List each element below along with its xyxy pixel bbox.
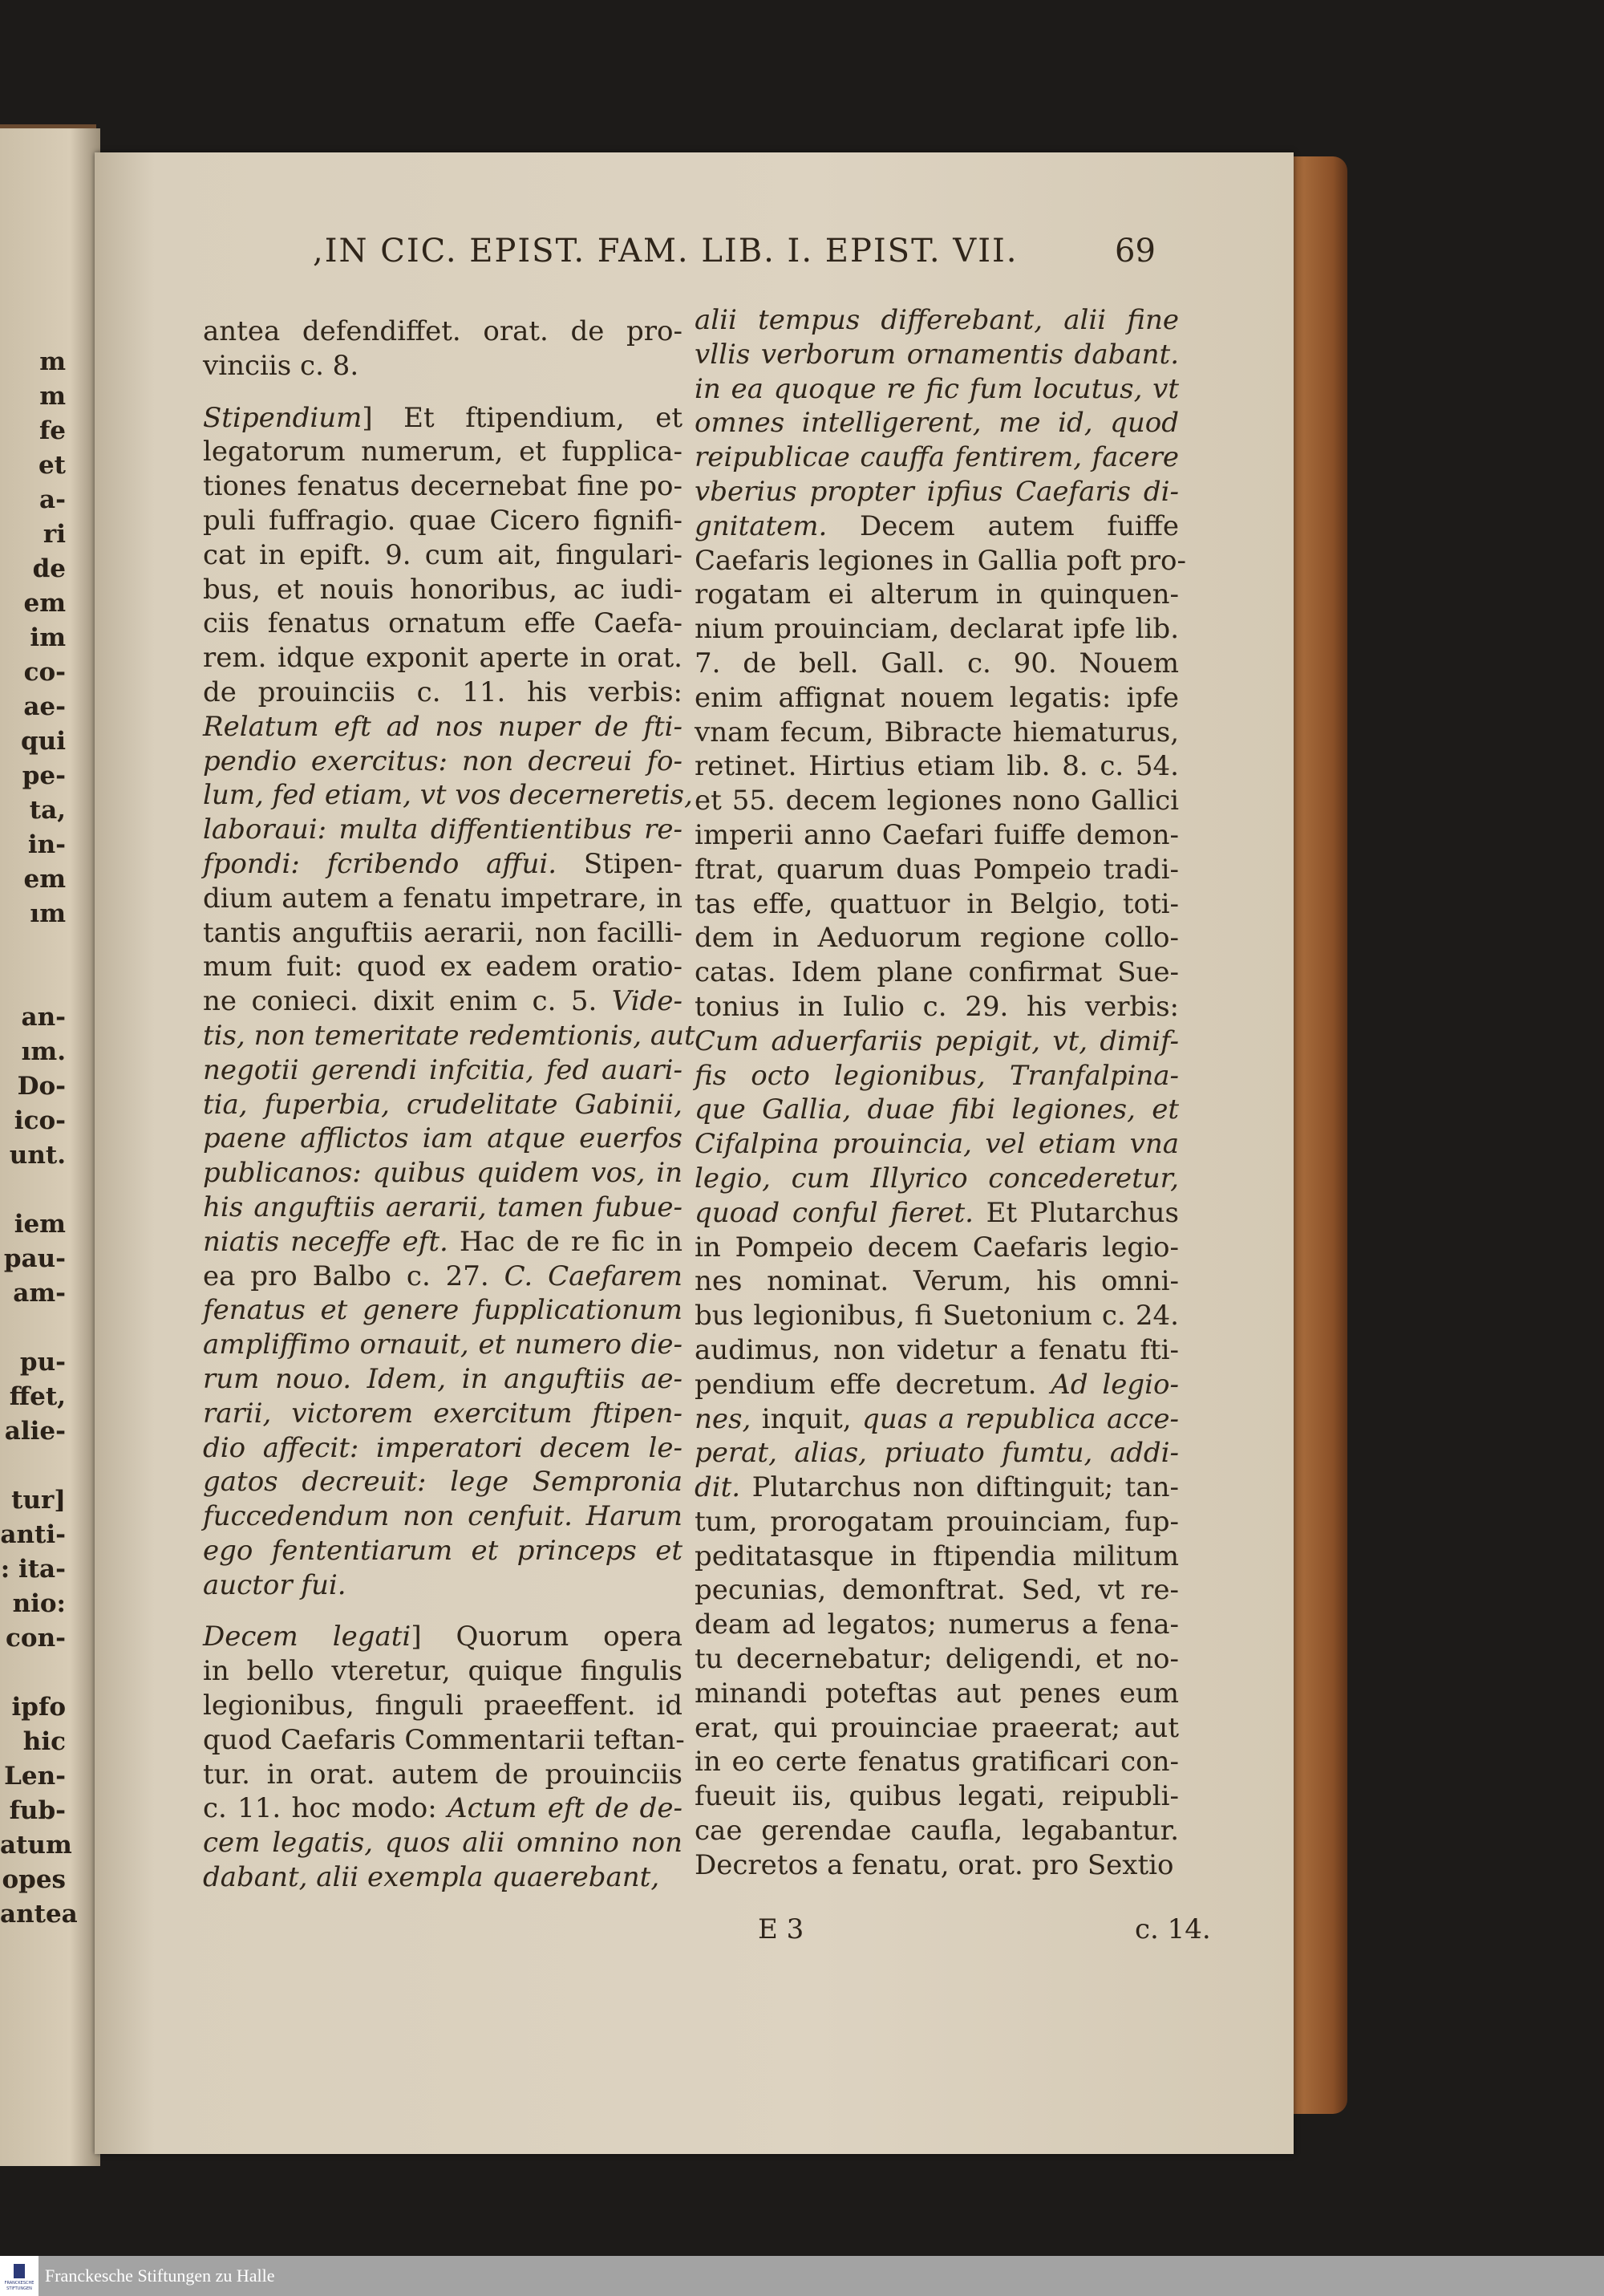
text-line [695,1093,1179,1127]
italic-segment: niatis neceffe eft. [203,1225,448,1258]
text-line [203,1191,683,1225]
italic-segment: fpondi: fcribendo affui. [203,847,557,880]
fragment-line: ım. [21,1037,66,1066]
text-line [203,1723,683,1758]
text-line [695,1814,1179,1848]
text-line [695,1745,1179,1779]
logo-figure-icon [14,2264,25,2278]
text-line [695,509,1179,544]
roman-segment: pendium effe decretum. [695,1368,1051,1401]
text-line [203,641,683,675]
text-line [695,1196,1179,1231]
roman-segment: mum fuit: quod ex eadem oratio- [203,951,683,984]
fragment-line: tur] [11,1486,66,1515]
text-line [695,1539,1179,1574]
fragment-line [0,1656,66,1690]
text-line [695,1505,1179,1539]
italic-segment: dit. [695,1471,741,1504]
roman-segment: tiones fenatus decernebat fine po- [203,470,683,503]
italic-segment: paene afflictos iam atque euerfos [203,1122,683,1155]
italic-segment: Stipendium [203,401,363,434]
roman-segment: ea pro Balbo c. 27. [203,1260,504,1292]
fragment-line: an- [21,1003,66,1032]
italic-segment: rarii, victorem exercitum ftipen- [203,1397,683,1430]
text-line [695,1436,1179,1470]
text-line [203,606,683,641]
text-line [695,578,1179,612]
roman-segment: et 55. decem legiones nono Gallici [695,785,1179,817]
italic-segment: Actum eft de de- [448,1792,683,1825]
italic-segment: tia, fuperbia, crudelitate Gabinii, [203,1088,683,1121]
roman-segment: pecunias, demonftrat. Sed, vt re- [695,1574,1179,1607]
italic-segment: gatos decreuit: lege Sempronia [203,1466,683,1499]
text-line [203,1328,683,1362]
roman-segment: rogatam ei alterum in quinquen- [695,578,1179,611]
left-text-column [203,314,695,1895]
fragment-line [0,1173,66,1207]
fragment-line: et [38,451,66,480]
catchword: c. 14. [1135,1913,1211,1945]
institution-name[interactable]: Franckesche Stiftungen zu Halle [45,2266,275,2286]
text-line [203,1431,683,1466]
text-line [203,1397,683,1431]
roman-segment: Decem autem fuiffe [827,509,1179,542]
roman-segment: cae gerendae caufla, legabantur. [695,1815,1179,1848]
text-line [203,1019,695,1053]
fragment-line: in- [27,830,66,859]
text-line [695,475,1179,509]
fragment-line: fub- [9,1796,66,1825]
roman-segment: rem. idque exponit aperte in orat. [203,642,683,675]
roman-segment: nium prouinciam, declarat ipfe lib. [695,613,1179,646]
text-line [203,314,683,349]
text-line [695,1162,1179,1196]
text-line [203,1568,683,1603]
roman-segment: legionibus, finguli praeeffent. id [203,1690,683,1722]
fragment-line: anti- [0,1520,66,1549]
text-line [203,744,683,779]
roman-segment: Hac de re fic in [448,1225,683,1258]
roman-segment: deam ad legatos; numerus a fena- [695,1608,1179,1641]
text-line [203,984,683,1019]
text-line [203,435,683,469]
text-line [203,1156,683,1191]
text-line [203,813,683,847]
text-line [695,955,1179,990]
roman-segment: ciis fenatus ornatum effe Caefa- [203,607,683,640]
roman-segment: antea defendiffet. orat. de pro- [203,315,683,347]
roman-segment: tur. in orat. autem de prouinciis [203,1758,683,1791]
fragment-line: con- [6,1624,66,1653]
text-line [203,1225,683,1260]
italic-segment: perat, alias, priuato fumtu, addi- [695,1437,1179,1470]
fragment-line: co- [23,658,66,687]
italic-segment: fuccedendum non cenfuit. Harum [203,1500,683,1533]
roman-segment: retinet. Hirtius etiam lib. 8. c. 54. [695,750,1179,783]
signature-mark: E 3 [758,1913,804,1945]
italic-segment: Decem legati [203,1621,411,1653]
fragment-line: am- [13,1279,66,1308]
roman-segment: tum, prorogatam prouinciam, fup- [695,1505,1179,1538]
roman-segment: cat in epift. 9. cum ait, fingulari- [203,538,683,571]
fragment-line: fe [38,416,66,445]
italic-segment: Relatum eft ad nos nuper de fti- [203,710,683,743]
italic-segment: laboraui: multa diffentientibus re- [203,813,683,846]
roman-segment: peditatasque in ftipendia militum [695,1539,1179,1572]
text-line [203,504,683,538]
text-line [695,1642,1179,1677]
roman-segment: tantis anguftiis aerarii, non facilli- [203,916,683,949]
italic-segment: alii tempus differebant, alii fine [695,304,1179,336]
text-line [203,1053,683,1088]
text-line [695,1127,1179,1162]
roman-segment: fueuit iis, quibus legati, reipubli- [695,1780,1179,1813]
text-line [695,544,1186,578]
text-line [203,1860,683,1895]
roman-segment: quod Caefaris Commentarii teftan- [203,1723,685,1756]
italic-segment: dio affecit: imperatori decem le- [203,1431,683,1464]
fragment-line: Len- [4,1762,66,1791]
text-line [695,1299,1179,1333]
italic-segment: dabant, alii exempla quaerebant, [203,1861,660,1894]
roman-segment: tonius in Iulio c. 29. his verbis: [695,990,1179,1023]
text-line [695,612,1179,647]
text-line [203,950,683,984]
italic-segment: Cum aduerfariis pepigit, vt, dimif- [695,1024,1179,1057]
roman-segment: Plutarchus non diftinguit; tan- [740,1471,1179,1504]
text-line [695,1573,1179,1608]
roman-segment: bus, et nouis honoribus, ac iudi- [203,573,683,606]
fragment-line: ico- [14,1106,66,1135]
text-line [203,401,683,436]
text-line [695,749,1179,784]
roman-segment: vnam fecum, Bibracte hiematurus, [695,716,1179,748]
italic-segment: rum nouo. Idem, in anguftiis ae- [203,1362,683,1395]
fragment-line: im [30,623,66,652]
italic-segment: Ad legio- [1051,1368,1179,1401]
fragment-line: pu- [19,1348,66,1377]
roman-segment: 7. de bell. Gall. c. 90. Nouem [695,647,1179,679]
text-line [695,716,1179,750]
institution-logo[interactable] [0,2256,38,2296]
text-line [695,1368,1179,1402]
fragment-line: : ita- [0,1555,66,1584]
text-line [203,573,683,607]
text-line [695,440,1179,475]
italic-segment: quoad conful fieret. [695,1196,974,1229]
text-line [203,1362,683,1397]
fragment-line: m [39,382,66,411]
text-line [695,887,1179,922]
roman-segment: in eo certe fenatus gratificari con- [695,1746,1179,1779]
fragment-line: ım [30,899,66,928]
italic-segment: omnes intelligerent, me id, quod [695,407,1179,440]
italic-segment: que Gallia, duae fibi legiones, et [695,1093,1179,1126]
running-title: ,IN CIC. EPIST. FAM. LIB. I. EPIST. VII. [313,233,1019,270]
text-line [203,349,683,383]
italic-segment: ego fententiarum et princeps et [203,1534,683,1567]
italic-segment: fis octo legionibus, Tranfalpina- [695,1059,1179,1092]
fragment-line: pe- [22,761,66,790]
roman-segment: Stipen- [557,847,683,880]
italic-segment: tis, non temeritate redemtionis, aut [203,1019,695,1052]
fragment-line [0,1311,66,1345]
roman-segment: dem in Aeduorum regione collo- [695,922,1179,955]
text-line [695,1779,1179,1814]
italic-segment: vllis verborum ornamentis dabant. [695,338,1179,371]
roman-segment: bus legionibus, fi Suetonium c. 24. [695,1300,1179,1333]
text-line [203,778,693,813]
text-line [203,1654,683,1689]
roman-segment: minandi poteftas aut penes eum [695,1677,1179,1710]
text-line [203,882,683,916]
text-line [203,1534,683,1568]
fragment-line: em [23,589,66,618]
fragment-line: qui [21,727,66,756]
text-line [695,1264,1179,1299]
text-line [695,853,1179,887]
text-line [695,1402,1179,1437]
italic-segment: nes, [695,1402,751,1435]
roman-segment: Decretos a fenatu, orat. pro Sextio [695,1848,1174,1881]
text-line [695,990,1179,1024]
text-line [203,1122,683,1156]
roman-segment: audimus, non videtur a fenatu fti- [695,1333,1179,1366]
roman-segment: puli fuffragio. quae Cicero fignifi- [203,504,683,537]
text-line [695,303,1179,338]
italic-segment: auctor fui. [203,1568,346,1601]
text-line [203,916,683,951]
text-line [695,784,1179,818]
text-line [203,710,683,744]
text-line [203,1499,683,1534]
roman-segment: in bello vteretur, quique fingulis [203,1655,683,1688]
text-line [695,921,1179,955]
roman-segment: nes nominat. Verum, his omni- [695,1265,1179,1298]
italic-segment: fenatus et genere fupplicationum [203,1294,683,1327]
fragment-line: de [32,554,66,583]
paragraph-gap [203,1602,683,1620]
fragment-line [0,1449,66,1483]
text-line [695,406,1179,440]
roman-segment: ftrat, quarum duas Pompeio tradi- [695,853,1179,886]
fragment-line [0,931,66,966]
roman-segment: enim affignat nouem legatis: ipfe [695,681,1179,714]
fragment-line: ta, [29,796,66,825]
fragment-line: pau- [3,1244,66,1273]
roman-segment: erat, qui prouinciae praeerat; aut [695,1711,1179,1744]
text-line [695,1024,1179,1059]
italic-segment: his anguftiis aerarii, tamen fubue- [203,1191,683,1223]
roman-segment: catas. Idem plane confirmat Sue- [695,956,1179,989]
text-line [695,1608,1179,1642]
left-page-text-fragments [0,345,78,1932]
text-line [203,1088,683,1122]
roman-segment: Et Plutarchus [973,1196,1179,1229]
fragment-line [0,966,66,1000]
roman-segment: de prouinciis c. 11. his verbis: [203,675,683,708]
roman-segment: dium autem a fenatu impetrare, in [203,882,683,915]
fragment-line: nio: [12,1589,66,1618]
fragment-line: antea [0,1900,78,1929]
text-line [695,1848,1179,1883]
fragment-line: atum [0,1831,72,1860]
text-line [203,469,683,504]
fragment-line: hic [22,1727,66,1756]
text-line [695,1470,1179,1505]
fragment-line: alie- [4,1417,66,1446]
roman-segment: ne conieci. dixit enim c. 5. [203,985,612,1018]
roman-segment: tas effe, quattuor in Belgio, toti- [695,887,1179,920]
right-text-column [695,303,1186,1883]
text-line [203,1758,683,1792]
text-line [203,538,683,573]
italic-segment: cem legatis, quos alii omnino non [203,1827,683,1860]
text-line [695,372,1179,407]
fragment-line: Do- [17,1072,66,1101]
italic-segment: in ea quoque re fic fum locutus, vt [695,372,1179,405]
text-line [203,1465,683,1499]
text-line [695,1333,1179,1368]
footer-bar [0,2256,1604,2296]
fragment-line: ipfo [11,1693,66,1722]
italic-segment: negotii gerendi infcitia, fed auari- [203,1053,683,1086]
roman-segment: ] Et ftipendium, et [362,401,683,434]
text-line [695,338,1179,372]
text-line [203,1260,683,1294]
roman-segment: in Pompeio decem Caefaris legio- [695,1231,1179,1264]
roman-segment: c. 11. hoc modo: [203,1792,448,1825]
logo-text: FRANCKESCHE STIFTUNGEN [4,2281,34,2291]
fragment-line: m [39,347,66,376]
roman-segment: vinciis c. 8. [203,349,359,382]
italic-segment: ampliffimo ornauit, et numero die- [203,1329,683,1361]
italic-segment: reipublicae cauffa fentirem, facere [695,441,1179,474]
paragraph-gap [203,383,683,401]
roman-segment: legatorum numerum, et fupplica- [203,436,683,469]
fragment-line: ae- [23,692,66,721]
italic-segment: Vide- [611,985,683,1018]
text-line [695,818,1179,853]
text-line [203,1689,683,1723]
fragment-line: em [23,865,66,894]
fragment-line: unt. [9,1141,66,1170]
roman-segment: ] Quorum opera [411,1621,683,1653]
text-line [695,1711,1179,1746]
text-line [695,681,1179,716]
fragment-line: iem [14,1210,66,1239]
text-line [695,1059,1179,1093]
italic-segment: publicanos: quibus quidem vos, in [203,1157,683,1190]
italic-segment: Cifalpina prouincia, vel etiam vna [695,1128,1179,1161]
italic-segment: legio, cum Illyrico concederetur, [695,1162,1179,1195]
italic-segment: vberius propter ipfius Caefaris di- [695,475,1179,508]
italic-segment: lum, fed etiam, vt vos decerneretis, [203,779,693,812]
text-line [695,1677,1179,1711]
text-line [203,1791,683,1826]
text-line [203,847,683,882]
text-line [203,675,683,710]
italic-segment: quas a republica acce- [862,1402,1179,1435]
fragment-line: a- [39,485,66,514]
fragment-line: opes [2,1865,66,1894]
fragment-line: ri [43,520,66,549]
text-line [203,1293,683,1328]
text-line [695,1231,1179,1265]
italic-segment: C. Caefarem [504,1260,683,1292]
fragment-line: ffet, [9,1382,66,1411]
roman-segment: tu decernebatur; deligendi, et no- [695,1643,1179,1676]
roman-segment: Caefaris legiones in Gallia poft pro- [695,544,1186,577]
italic-segment: pendio exercitus: non decreui fo- [203,744,683,777]
italic-segment: gnitatem. [695,509,828,542]
page-number: 69 [1115,233,1156,270]
text-line [203,1620,683,1654]
text-line [203,1826,683,1860]
text-line [695,647,1179,681]
roman-segment: inquit, [751,1402,863,1435]
roman-segment: imperii anno Caefari fuiffe demon- [695,818,1179,851]
